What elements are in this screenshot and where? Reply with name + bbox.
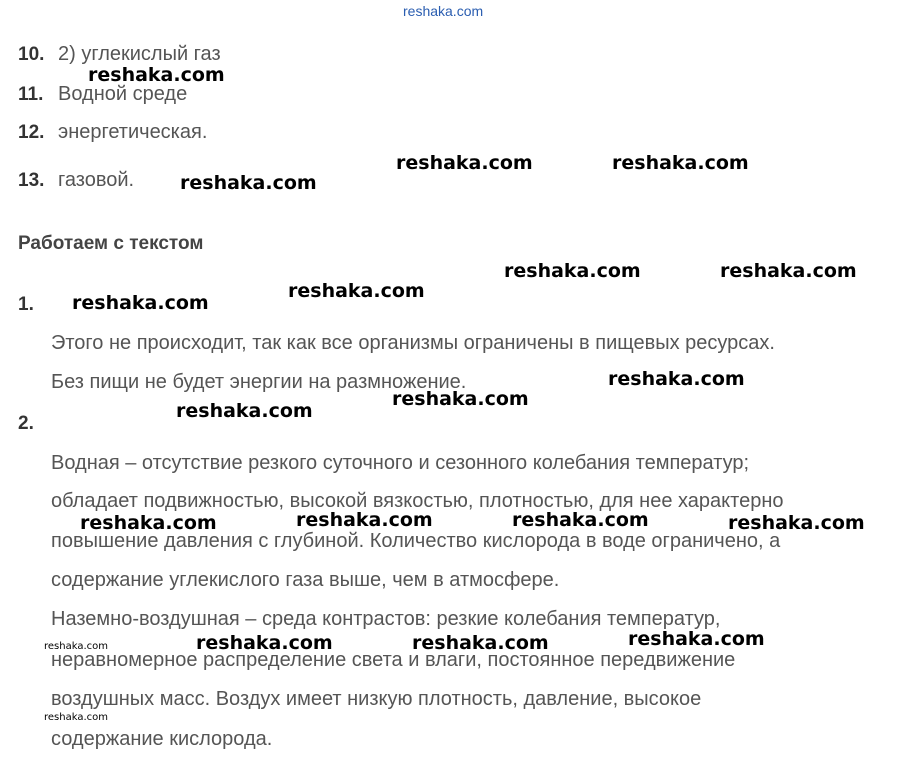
- answer-number: 12.: [18, 122, 45, 143]
- answer-text: газовой.: [58, 169, 135, 191]
- section-heading: Работаем с текстом: [18, 233, 204, 254]
- watermark-small: reshaka.com: [44, 641, 108, 652]
- paragraph-line: воздушных масс. Воздух имеет низкую плотность, давление, высокое: [51, 688, 702, 710]
- paragraph-line: неравномерное распределение света и влаги, постоянное передвижение: [51, 649, 736, 671]
- watermark: reshaka.com: [512, 509, 649, 531]
- watermark: reshaka.com: [728, 512, 865, 534]
- answer-text: 2) углекислый газ: [58, 43, 221, 65]
- site-watermark-top: reshaka.com: [403, 3, 484, 19]
- watermark: reshaka.com: [628, 628, 765, 650]
- watermark: reshaka.com: [612, 152, 749, 174]
- answer-text: энергетическая.: [58, 121, 208, 143]
- answer-number: 13.: [18, 170, 45, 191]
- watermark: reshaka.com: [608, 368, 745, 390]
- watermark: reshaka.com: [396, 152, 533, 174]
- paragraph-line: Наземно-воздушная – среда контрастов: резкие колебания температур,: [51, 608, 721, 630]
- watermark: reshaka.com: [196, 632, 333, 654]
- watermark-small: reshaka.com: [44, 712, 108, 723]
- watermark: reshaka.com: [504, 260, 641, 282]
- watermark: reshaka.com: [412, 632, 549, 654]
- watermark: reshaka.com: [80, 512, 217, 534]
- paragraph-line: Этого не происходит, так как все организмы ограничены в пищевых ресурсах.: [51, 332, 775, 354]
- watermark: reshaka.com: [72, 292, 209, 314]
- paragraph-line: содержание углекислого газа выше, чем в атмосфере.: [51, 569, 560, 591]
- answer-number: 10.: [18, 44, 45, 65]
- item-number: 2.: [18, 413, 34, 434]
- watermark: reshaka.com: [88, 64, 225, 86]
- answer-number: 11.: [18, 84, 44, 105]
- watermark: reshaka.com: [288, 280, 425, 302]
- answer-text: Водной среде: [58, 83, 188, 105]
- watermark: reshaka.com: [296, 509, 433, 531]
- watermark: reshaka.com: [392, 388, 529, 410]
- paragraph-line: Водная – отсутствие резкого суточного и сезонного колебания температур;: [51, 452, 750, 474]
- watermark: reshaka.com: [720, 260, 857, 282]
- paragraph-line: содержание кислорода.: [51, 728, 273, 750]
- watermark: reshaka.com: [180, 172, 317, 194]
- watermark: reshaka.com: [176, 400, 313, 422]
- paragraph-line: Без пищи не будет энергии на размножение.: [51, 371, 467, 393]
- paragraph-line: обладает подвижностью, высокой вязкостью, плотностью, для нее характерно: [51, 490, 784, 512]
- paragraph-line: повышение давления с глубиной. Количество кислорода в воде ограничено, а: [51, 530, 781, 552]
- item-number: 1.: [18, 294, 34, 315]
